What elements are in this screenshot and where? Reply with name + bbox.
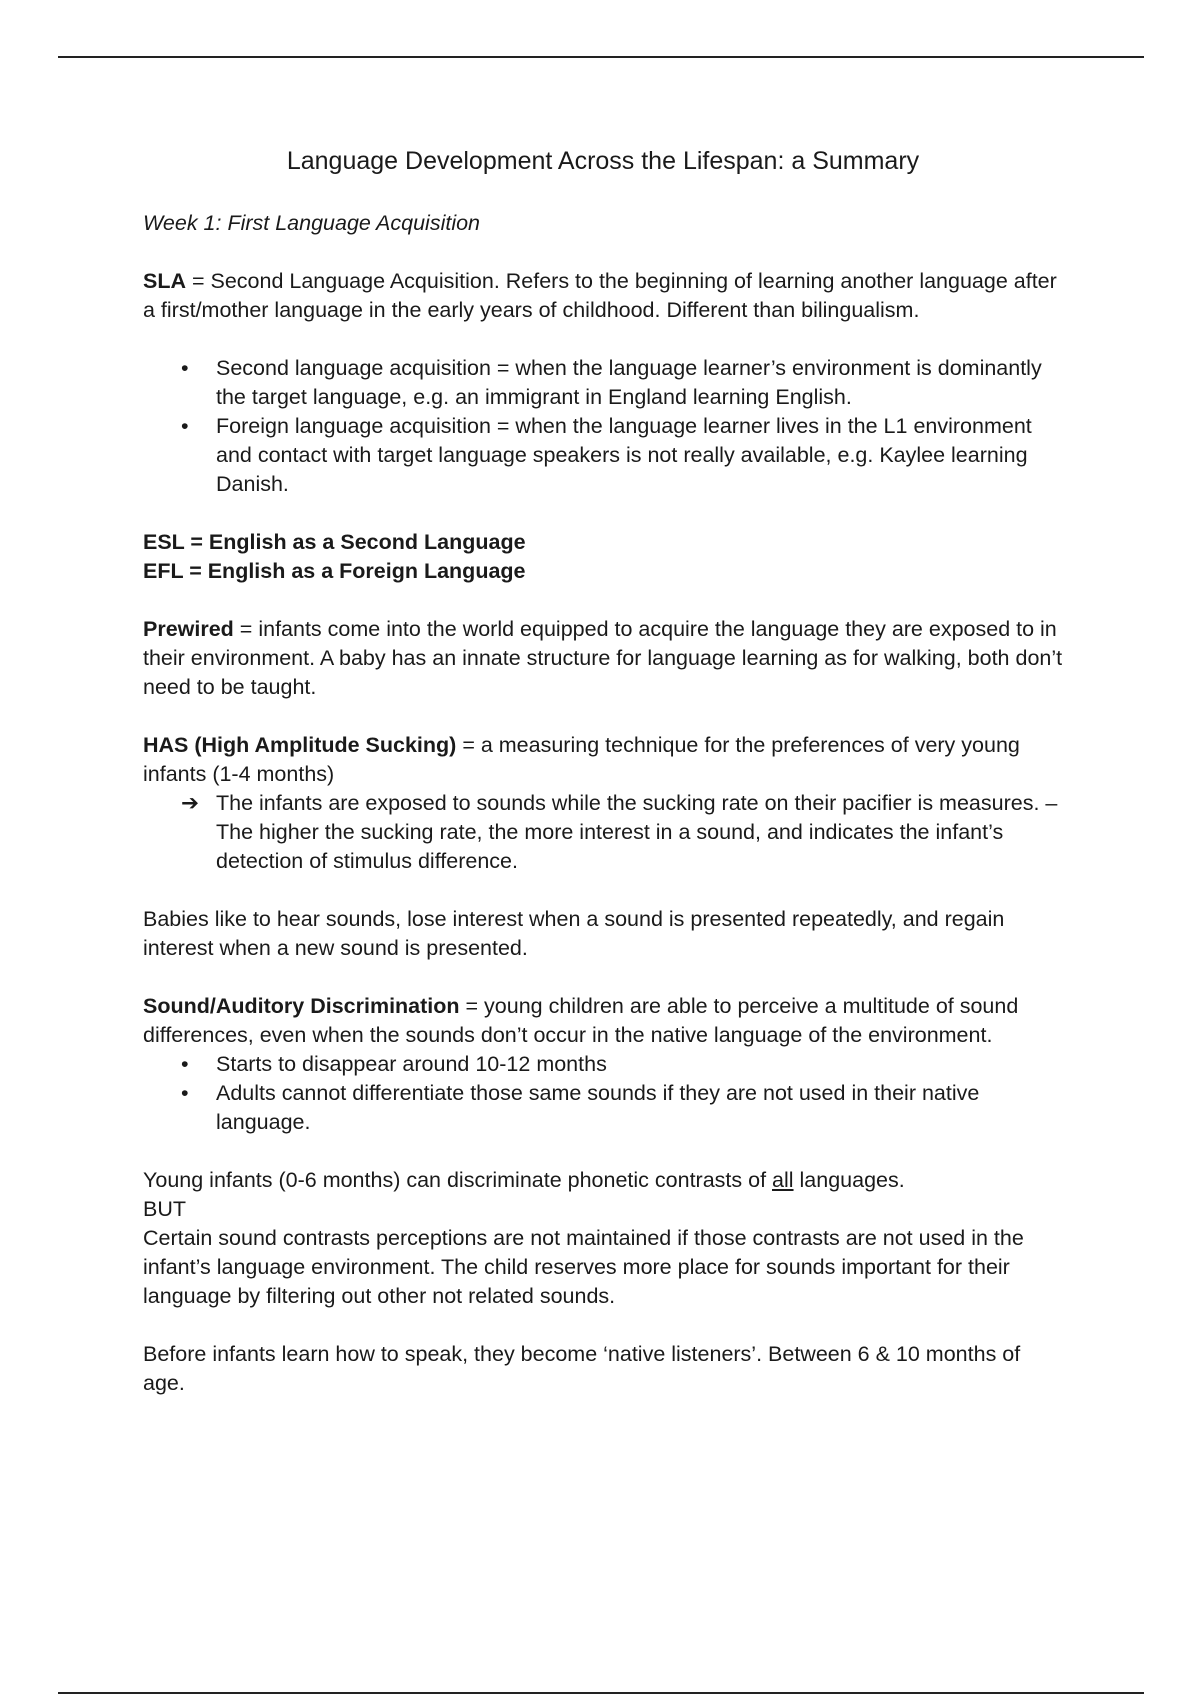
sla-bullet-list (143, 354, 1063, 499)
discrimination-term: Sound/Auditory Discrimination (143, 994, 460, 1018)
prewired-term: Prewired (143, 617, 234, 641)
arrow-right-icon: ➔ (181, 791, 200, 815)
infants-line-underlined: all (772, 1168, 794, 1192)
has-term: HAS (High Amplitude Sucking) (143, 733, 457, 757)
has-definition: = a measuring technique for the preferences of very young infants (1-4 months) (143, 733, 1020, 786)
list-item (143, 412, 1063, 499)
infants-line-before: Young infants (0-6 months) can discriminate phonetic contrasts of (143, 1168, 773, 1192)
week-heading: Week 1: First Language Acquisition (143, 211, 481, 235)
esl-definition: ESL = English as a Second Language (143, 530, 526, 554)
header-rule (58, 56, 1144, 58)
list-item (143, 789, 1063, 876)
list-item (143, 1079, 1063, 1137)
discrimination-bullet-list (143, 1050, 1063, 1137)
infants-block (143, 1166, 1063, 1311)
bullet-icon: • (181, 1052, 189, 1076)
list-item (143, 354, 1063, 412)
contrasts-paragraph: Certain sound contrasts perceptions are not maintained if those contrasts are not used in the infant’s language environment. The child reserves more place for sounds important for their language by filtering out other not related sounds. (143, 1226, 1024, 1308)
list-item-text: Adults cannot differentiate those same sounds if they are not used in their native language. (216, 1081, 980, 1134)
but-line: BUT (143, 1197, 186, 1221)
esl-efl-block (143, 528, 1063, 586)
list-item-text: The infants are exposed to sounds while the sucking rate on their pacifier is measures. – The higher the sucking rate, the more interest in a sound, and indicates the infant’s detection of stimulus difference. (216, 791, 1058, 873)
discrimination-definition: = young children are able to perceive a multitude of sound differences, even when the sounds don’t occur in the native language of the environment. (143, 994, 1019, 1047)
page-title: Language Development Across the Lifespan: a Summary (286, 147, 920, 175)
sla-definition: = Second Language Acquisition. Refers to the beginning of learning another language after a first/mother language in the early years of childhood. Different than bilingualism. (143, 269, 1057, 322)
prewired-definition: = infants come into the world equipped to acquire the language they are exposed to in their environment. A baby has an innate structure for language learning as for walking, both don’t need to be taught. (143, 617, 1063, 699)
has-paragraph (143, 731, 1063, 789)
footer-rule (58, 1692, 1144, 1694)
document-page (143, 143, 1063, 1427)
discrimination-paragraph (143, 992, 1063, 1050)
sla-paragraph (143, 267, 1063, 325)
list-item (143, 1050, 1063, 1079)
efl-definition: EFL = English as a Foreign Language (143, 559, 526, 583)
has-arrow-list (143, 789, 1063, 876)
infants-line-after: languages. (793, 1168, 905, 1192)
list-item-text: Second language acquisition = when the language learner’s environment is dominantly the target language, e.g. an immigrant in England learning English. (216, 356, 1042, 409)
native-listeners-paragraph: Before infants learn how to speak, they become ‘native listeners’. Between 6 & 10 months of age. (143, 1342, 1021, 1395)
list-item-text: Starts to disappear around 10-12 months (216, 1052, 607, 1076)
sla-term: SLA (143, 269, 186, 293)
list-item-text: Foreign language acquisition = when the language learner lives in the L1 environment and contact with target language speakers is not really available, e.g. Kaylee learning Danish. (216, 414, 1032, 496)
bullet-icon: • (181, 414, 189, 438)
bullet-icon: • (181, 356, 189, 380)
prewired-paragraph (143, 615, 1063, 702)
babies-paragraph: Babies like to hear sounds, lose interest when a sound is presented repeatedly, and regain interest when a new sound is presented. (143, 907, 1005, 960)
bullet-icon: • (181, 1081, 189, 1105)
